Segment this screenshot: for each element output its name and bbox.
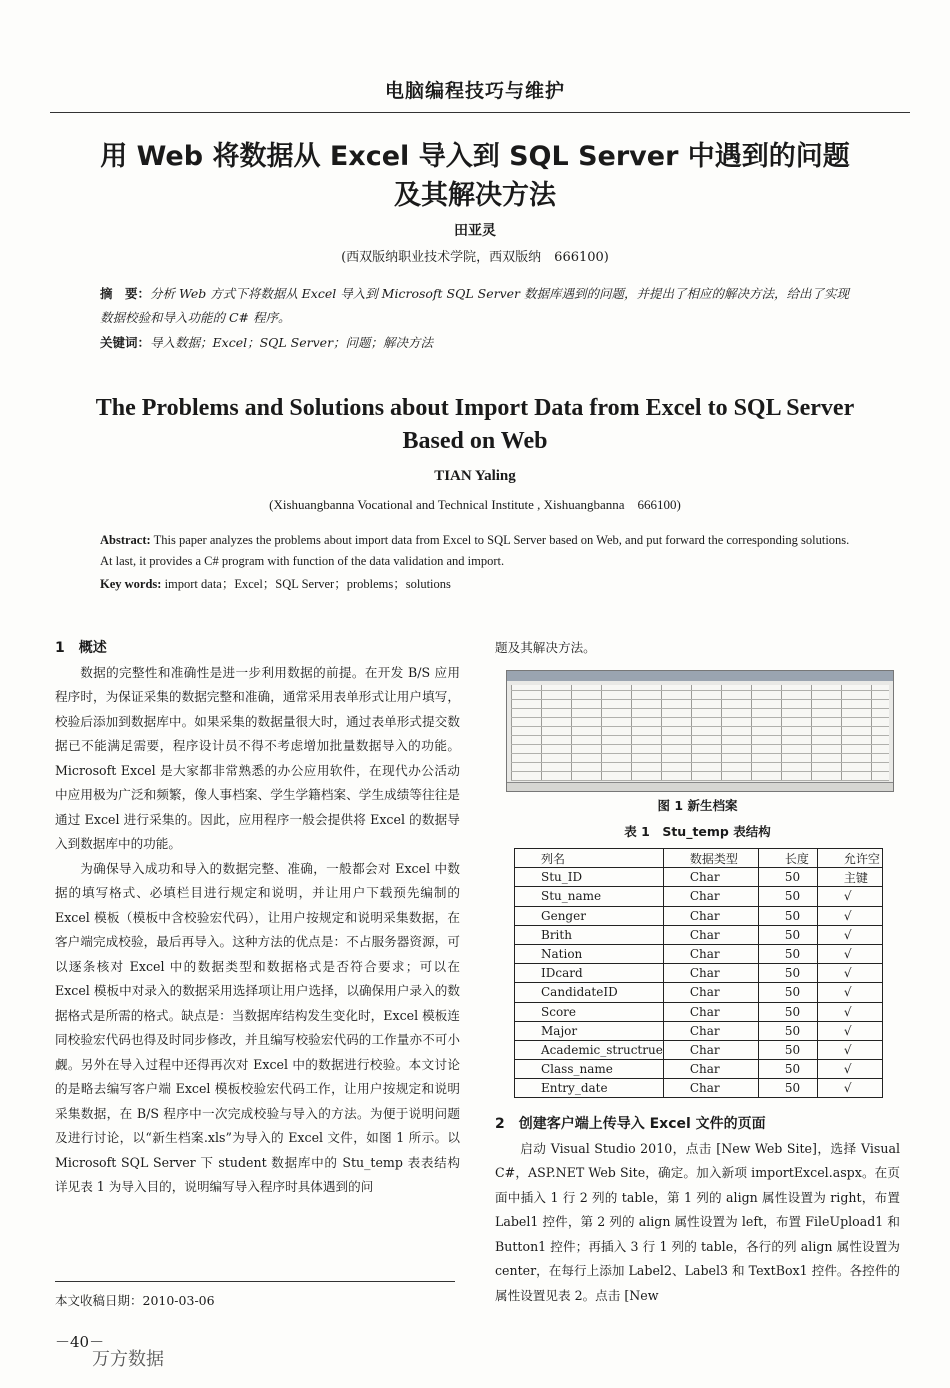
- table-cell: 主键: [817, 868, 882, 887]
- table-cell: Major: [515, 1021, 664, 1040]
- table-cell: 50: [758, 925, 817, 944]
- header-rule: [50, 112, 910, 113]
- table-cell: Char: [663, 906, 758, 925]
- table-cell: IDcard: [515, 964, 664, 983]
- table-header-cell: 长度: [758, 849, 817, 868]
- table-cell: Brith: [515, 925, 664, 944]
- table-row: [515, 983, 883, 1002]
- table-cell: Score: [515, 1002, 664, 1021]
- en-keywords-text: import data；Excel；SQL Server；problems；solutions: [164, 577, 451, 591]
- table-cell: 50: [758, 1002, 817, 1021]
- section2-p1: 启动 Visual Studio 2010，点击 [New Web Site]，选择 Visual C#，ASP.NET Web Site，确定。加入新项 importExcel.aspx。在页面中插入 1 行 2 列的 table，第 1 列的 align 属性设置为 right，布置 Label1 控件，第 2 列的 align 属性设置为 left，布置 FileUpload1 和 Button1 控件；再插入 3 行 1 列的 table，各行的列 align 属性设置为 center，在每行上添加 Label2、Label3 和 TextBox1 控件。各控件的属性设置见表 2。点击 [New: [495, 1140, 900, 1303]
- table-row: [515, 1040, 883, 1059]
- table-cell: Char: [663, 1040, 758, 1059]
- table-row: [515, 925, 883, 944]
- table-cell: Char: [663, 1021, 758, 1040]
- section1-heading: 1 概述: [55, 640, 107, 656]
- figure1-caption: 图 1 新生档案: [657, 798, 738, 813]
- table-row: [515, 964, 883, 983]
- figure1-excel-screenshot: [506, 670, 894, 792]
- cn-abstract: [100, 282, 860, 330]
- table-cell: Academic_structrue: [515, 1040, 664, 1059]
- received-date: 本文收稿日期：2010-03-06: [55, 1293, 215, 1308]
- section1-continued: 题及其解决方法。: [495, 640, 596, 655]
- table-cell: Char: [663, 1002, 758, 1021]
- table-cell: CandidateID: [515, 983, 664, 1002]
- table-cell: 50: [758, 1021, 817, 1040]
- cn-abstract-text: 分析 Web 方式下将数据从 Excel 导入到 Microsoft SQL Server 数据库遇到的问题，并提出了相应的解决方法，给出了实现数据校验和导入功能的 C# 程序。: [100, 286, 849, 325]
- table-row: [515, 1002, 883, 1021]
- cn-keywords-text: 导入数据；Excel；SQL Server；问题；解决方法: [150, 335, 434, 350]
- table-cell: 50: [758, 868, 817, 887]
- en-title-line2: Based on Web: [402, 428, 548, 454]
- table-cell: 50: [758, 944, 817, 963]
- table-header-cell: 列名: [515, 849, 664, 868]
- cn-title-line2: 及其解决方法: [394, 180, 556, 211]
- table1: [514, 848, 883, 1098]
- table-cell: Char: [663, 1079, 758, 1098]
- table-cell: √: [817, 1021, 882, 1040]
- figure1-sheet-tabs: [507, 782, 893, 791]
- table-cell: Char: [663, 887, 758, 906]
- table-cell: Entry_date: [515, 1079, 664, 1098]
- table-cell: Class_name: [515, 1060, 664, 1079]
- table-cell: 50: [758, 887, 817, 906]
- table-row: [515, 944, 883, 963]
- section1-p2: 为确保导入成功和导入的数据完整、准确，一般都会对 Excel 中数据的填写格式、必填栏目进行规定和说明，并让用户下载预先编制的 Excel 模板（模板中含校验宏代码），让用户按规定和说明采集数据，在客户端完成校验，最后再导入。这种方法的优点是：不占服务器资源，可以逐条核对 Excel 中的数据类型和数据格式是否符合要求；可以在 Excel 模板中对录入的数据采用选择项让用户选择，以确保用户录入的数据格式是所需的格式。缺点是：当数据库结构发生变化时，Excel 模板连同校验宏代码也得及时同步修改，并且编写校验宏代码的工作量亦不可小觑。另外在导入过程中还得再次对 Excel 中的数据进行校验。本文讨论的是略去编写客户端 Excel 模板校验宏代码工作，让用户按规定和说明采集数据，在 B/S 程序中一次完成校验与导入的方法。为便于说明问题及进行讨论，以“新生档案.xls”为导入的 Excel 文件，如图 1 所示。以 Microsoft SQL Server 下 student 数据库中的 Stu_temp 表表结构详见表 1 为导入目的，说明编写导入程序时具体遇到的问: [55, 860, 460, 1194]
- watermark: 万方数据: [92, 1349, 164, 1370]
- table-cell: √: [817, 944, 882, 963]
- table-cell: Char: [663, 925, 758, 944]
- en-author: TIAN Yaling: [434, 468, 516, 484]
- left-column: [55, 636, 460, 1200]
- table-cell: Char: [663, 964, 758, 983]
- table-cell: 50: [758, 983, 817, 1002]
- table-row: [515, 1079, 883, 1098]
- en-title-line1: The Problems and Solutions about Import Data from Excel to SQL Server: [95, 395, 855, 421]
- table-cell: √: [817, 925, 882, 944]
- en-abstract-text: This paper analyzes the problems about import data from Excel to SQL Server based on Web, and put forward the corresponding solutions. At last, it provides a C# program with function of the data validation and import.: [100, 533, 850, 568]
- en-abstract-label: Abstract:: [100, 533, 151, 547]
- en-keywords-label: Key words:: [100, 577, 162, 591]
- table-cell: Stu_ID: [515, 868, 664, 887]
- cn-abstract-label: 摘 要：: [100, 286, 151, 301]
- table-header-row: [515, 849, 883, 868]
- table-header-cell: 允许空: [817, 849, 882, 868]
- table-cell: √: [817, 1079, 882, 1098]
- table-cell: Char: [663, 868, 758, 887]
- table-cell: 50: [758, 964, 817, 983]
- table-cell: 50: [758, 1060, 817, 1079]
- table-cell: √: [817, 1002, 882, 1021]
- table-cell: Char: [663, 944, 758, 963]
- table-cell: 50: [758, 906, 817, 925]
- table-cell: √: [817, 1040, 882, 1059]
- table-header-cell: 数据类型: [663, 849, 758, 868]
- table-cell: √: [817, 1060, 882, 1079]
- table-cell: Nation: [515, 944, 664, 963]
- section1-p1: 数据的完整性和准确性是进一步利用数据的前提。在开发 B/S 应用程序时，为保证采集的数据完整和准确，通常采用表单形式让用户填写，校验后添加到数据库中。如果采集的数据量很大时，通过表单形式提交数据已不能满足需要，程序设计员不得不考虑增加批量数据导入的功能。Microsoft Excel 是大家都非常熟悉的办公应用软件，在现代办公活动中应用极为广泛和频繁，像人事档案、学生学籍档案、学生成绩等往往是通过 Excel 进行采集的。因此，应用程序一般会提供将 Excel 的数据导入到数据库中的功能。: [55, 664, 460, 851]
- table-row: [515, 1021, 883, 1040]
- table-cell: 50: [758, 1040, 817, 1059]
- table-cell: 50: [758, 1079, 817, 1098]
- right-column-section2: [495, 1112, 900, 1308]
- figure1-spreadsheet-grid: [511, 685, 889, 781]
- table-row: [515, 906, 883, 925]
- table-cell: √: [817, 906, 882, 925]
- table-cell: √: [817, 983, 882, 1002]
- footnote-rule: [55, 1281, 455, 1282]
- cn-author: 田亚灵: [454, 223, 496, 239]
- en-abstract: [100, 530, 860, 572]
- table-cell: Genger: [515, 906, 664, 925]
- table-cell: Char: [663, 983, 758, 1002]
- cn-keywords-label: 关键词：: [100, 335, 151, 350]
- cn-title-line1: 用 Web 将数据从 Excel 导入到 SQL Server 中遇到的问题: [100, 141, 850, 172]
- section2-heading: 2 创建客户端上传导入 Excel 文件的页面: [495, 1116, 766, 1132]
- cn-keywords: [100, 331, 860, 355]
- table-row: [515, 887, 883, 906]
- table-cell: Stu_name: [515, 887, 664, 906]
- table-cell: √: [817, 887, 882, 906]
- table-row: [515, 1060, 883, 1079]
- en-keywords: [100, 574, 860, 595]
- table-row: [515, 868, 883, 887]
- table1-caption: 表 1 Stu_temp 表结构: [624, 824, 771, 839]
- cn-affiliation: (西双版纳职业技术学院，西双版纳 666100): [341, 250, 609, 265]
- en-affiliation: (Xishuangbanna Vocational and Technical Institute , Xishuangbanna 666100): [269, 497, 681, 512]
- figure1-window-titlebar: [507, 671, 893, 681]
- table-cell: √: [817, 964, 882, 983]
- journal-header: 电脑编程技巧与维护: [384, 80, 565, 102]
- table-cell: Char: [663, 1060, 758, 1079]
- page-number: －40－: [55, 1333, 105, 1351]
